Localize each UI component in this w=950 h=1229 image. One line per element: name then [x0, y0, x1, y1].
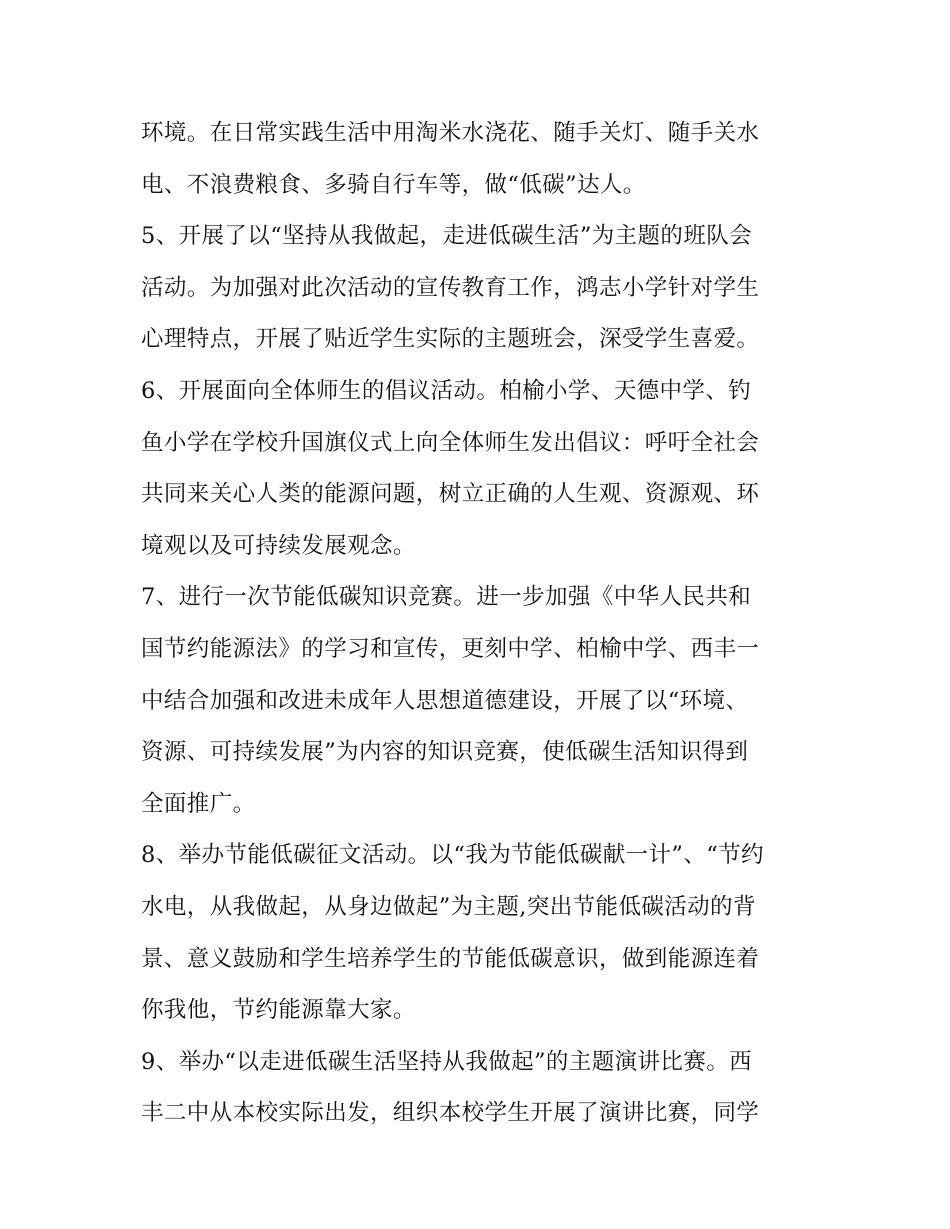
text-line: 全面推广。 [141, 790, 256, 817]
text-line: 8、举办节能低碳征文活动。以“我为节能低碳献一计”、“节约 [141, 842, 764, 869]
text-line: 环境。在日常实践生活中用淘米水浇花、随手关灯、随手关水 [141, 120, 760, 146]
text-line: 你我他，节约能源靠大家。 [141, 997, 416, 1024]
text-line: 景、意义鼓励和学生培养学生的节能低碳意识，做到能源连着 [141, 945, 760, 972]
text-line: 境观以及可持续发展观念。 [141, 532, 416, 559]
text-line: 丰二中从本校实际出发，组织本校学生开展了演讲比赛，同学 [141, 1100, 760, 1127]
text-line: 7、进行一次节能低碳知识竞赛。进一步加强《中华人民共和 [141, 584, 752, 611]
text-line: 5、开展了以“坚持从我做起，走进低碳生活”为主题的班队会 [141, 223, 753, 250]
text-line: 鱼小学在学校升国旗仪式上向全体师生发出倡议：呼吁全社会 [141, 429, 760, 456]
document-body [141, 108, 821, 1140]
text-line: 中结合加强和改进未成年人思想道德建设，开展了以“环境、 [141, 687, 749, 714]
text-line: 国节约能源法》的学习和宣传，更刻中学、柏榆中学、西丰一 [141, 635, 760, 662]
text-line: 资源、可持续发展”为内容的知识竞赛，使低碳生活知识得到 [141, 739, 749, 766]
text-line: 心理特点，开展了贴近学生实际的主题班会，深受学生喜爱。 [141, 326, 760, 353]
text-line: 活动。为加强对此次活动的宣传教育工作，鸿志小学针对学生 [141, 274, 760, 301]
text-line: 水电，从我做起，从身边做起”为主题,突出节能低碳活动的背 [141, 893, 756, 920]
text-line: 共同来关心人类的能源问题，树立正确的人生观、资源观、环 [141, 481, 760, 508]
text-line: 6、开展面向全体师生的倡议活动。柏榆小学、天德中学、钓 [141, 377, 752, 404]
text-line: 电、不浪费粮食、多骑自行车等，做“低碳”达人。 [141, 171, 646, 198]
text-line: 9、举办“以走进低碳生活坚持从我做起”的主题演讲比赛。西 [141, 1048, 753, 1075]
